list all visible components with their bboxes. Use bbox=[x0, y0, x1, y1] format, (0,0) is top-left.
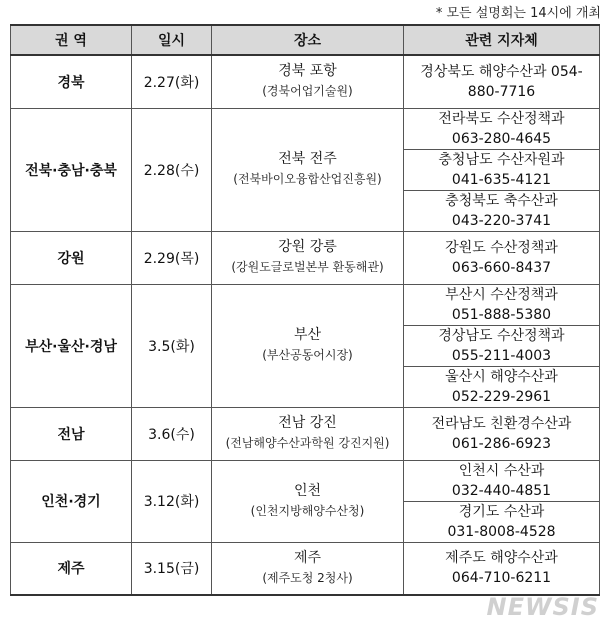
footnote-note: * 모든 설명회는 14시에 개최 bbox=[435, 6, 601, 21]
table-row bbox=[11, 284, 600, 325]
table-row bbox=[11, 231, 600, 284]
table-row bbox=[11, 407, 600, 460]
venue-detail: (강원도글로벌본부 환동해관) bbox=[231, 260, 384, 274]
region-cell: 인천·경기 bbox=[11, 460, 132, 542]
table-row bbox=[11, 108, 600, 149]
venue-cell bbox=[212, 108, 404, 231]
venue-cell bbox=[212, 407, 404, 460]
contact-cell bbox=[404, 190, 600, 231]
region-cell: 부산·울산·경남 bbox=[11, 284, 132, 407]
briefing-schedule-table bbox=[10, 24, 600, 596]
contact-cell bbox=[404, 542, 600, 595]
header-venue: 장소 bbox=[212, 25, 404, 55]
contact-cell bbox=[404, 366, 600, 407]
date-cell: 2.29(목) bbox=[132, 231, 212, 284]
region-cell: 경북 bbox=[11, 55, 132, 108]
contact-cell bbox=[404, 108, 600, 149]
region-cell: 전남 bbox=[11, 407, 132, 460]
table-row bbox=[11, 460, 600, 501]
contact-department: 제주도 해양수산과 bbox=[445, 550, 558, 567]
contact-phone: 061-286-6923 bbox=[451, 435, 552, 452]
contact-cell bbox=[404, 501, 600, 542]
contact-department: 충청남도 수산자원과 bbox=[438, 151, 565, 168]
contact-phone: 043-220-3741 bbox=[451, 212, 552, 229]
date-cell: 2.28(수) bbox=[132, 108, 212, 231]
contact-department: 부산시 수산정책과 bbox=[445, 286, 558, 303]
contact-phone: 032-440-4851 bbox=[451, 482, 552, 499]
venue-cell bbox=[212, 55, 404, 108]
contact-phone: 064-710-6211 bbox=[451, 570, 552, 587]
venue-name: 전남 강진 bbox=[278, 415, 337, 431]
venue-detail: (경북어업기술원) bbox=[262, 84, 353, 99]
contact-phone: 063-660-8437 bbox=[451, 259, 552, 276]
venue-cell bbox=[212, 542, 404, 595]
contact-phone: 880-7716 bbox=[467, 83, 536, 100]
venue-name: 부산 bbox=[293, 327, 322, 343]
region-cell: 강원 bbox=[11, 231, 132, 284]
contact-phone: 063-280-4645 bbox=[451, 130, 552, 147]
venue-name: 전북 전주 bbox=[278, 151, 337, 167]
contact-phone: 031-8008-4528 bbox=[447, 523, 556, 540]
contact-phone: 055-211-4003 bbox=[451, 347, 552, 364]
venue-name: 강원 강릉 bbox=[278, 239, 337, 255]
contact-department: 충청북도 축수산과 bbox=[445, 192, 558, 209]
region-cell: 제주 bbox=[11, 542, 132, 595]
header-contact: 관련 지자체 bbox=[404, 25, 600, 55]
venue-name: 인천 bbox=[293, 482, 322, 499]
contact-cell bbox=[404, 55, 600, 108]
contact-cell bbox=[404, 407, 600, 460]
table-row bbox=[11, 542, 600, 595]
venue-detail: (전남해양수산과학원 강진지원) bbox=[225, 436, 390, 450]
venue-detail: (부산공동어시장) bbox=[262, 348, 353, 362]
venue-cell bbox=[212, 284, 404, 407]
venue-detail: (제주도청 2청사) bbox=[262, 570, 353, 585]
contact-phone: 052-229-2961 bbox=[451, 388, 552, 405]
table-body bbox=[11, 55, 600, 595]
newsis-watermark-logo: NEWSIS bbox=[486, 593, 599, 621]
contact-department: 전라남도 친환경수산과 bbox=[431, 415, 572, 432]
header-date: 일시 bbox=[132, 25, 212, 55]
contact-phone: 051-888-5380 bbox=[451, 306, 552, 323]
header-region: 권 역 bbox=[11, 25, 132, 55]
venue-name: 경북 포항 bbox=[278, 63, 337, 80]
venue-cell bbox=[212, 460, 404, 542]
table-row bbox=[11, 55, 600, 108]
venue-cell bbox=[212, 231, 404, 284]
region-cell: 전북·충남·충북 bbox=[11, 108, 132, 231]
venue-name: 제주 bbox=[293, 549, 322, 566]
venue-detail: (인천지방해양수산청) bbox=[250, 503, 365, 518]
contact-department: 인천시 수산과 bbox=[458, 462, 545, 479]
contact-department: 울산시 해양수산과 bbox=[445, 368, 558, 385]
date-cell: 3.6(수) bbox=[132, 407, 212, 460]
contact-cell bbox=[404, 460, 600, 501]
contact-cell bbox=[404, 231, 600, 284]
venue-detail: (전북바이오융합산업진흥원) bbox=[233, 172, 382, 186]
table-header-row bbox=[11, 25, 600, 55]
contact-cell bbox=[404, 325, 600, 366]
contact-phone: 041-635-4121 bbox=[451, 171, 552, 188]
date-cell: 2.27(화) bbox=[132, 55, 212, 108]
contact-department: 강원도 수산정책과 bbox=[445, 239, 558, 256]
contact-cell bbox=[404, 284, 600, 325]
contact-department: 경상남도 수산정책과 bbox=[438, 327, 565, 344]
contact-cell bbox=[404, 149, 600, 190]
contact-department: 경기도 수산과 bbox=[458, 503, 545, 520]
contact-department: 전라북도 수산정책과 bbox=[438, 110, 565, 127]
date-cell: 3.12(화) bbox=[132, 460, 212, 542]
date-cell: 3.15(금) bbox=[132, 542, 212, 595]
contact-department: 경상북도 해양수산과 054- bbox=[420, 63, 583, 80]
date-cell: 3.5(화) bbox=[132, 284, 212, 407]
